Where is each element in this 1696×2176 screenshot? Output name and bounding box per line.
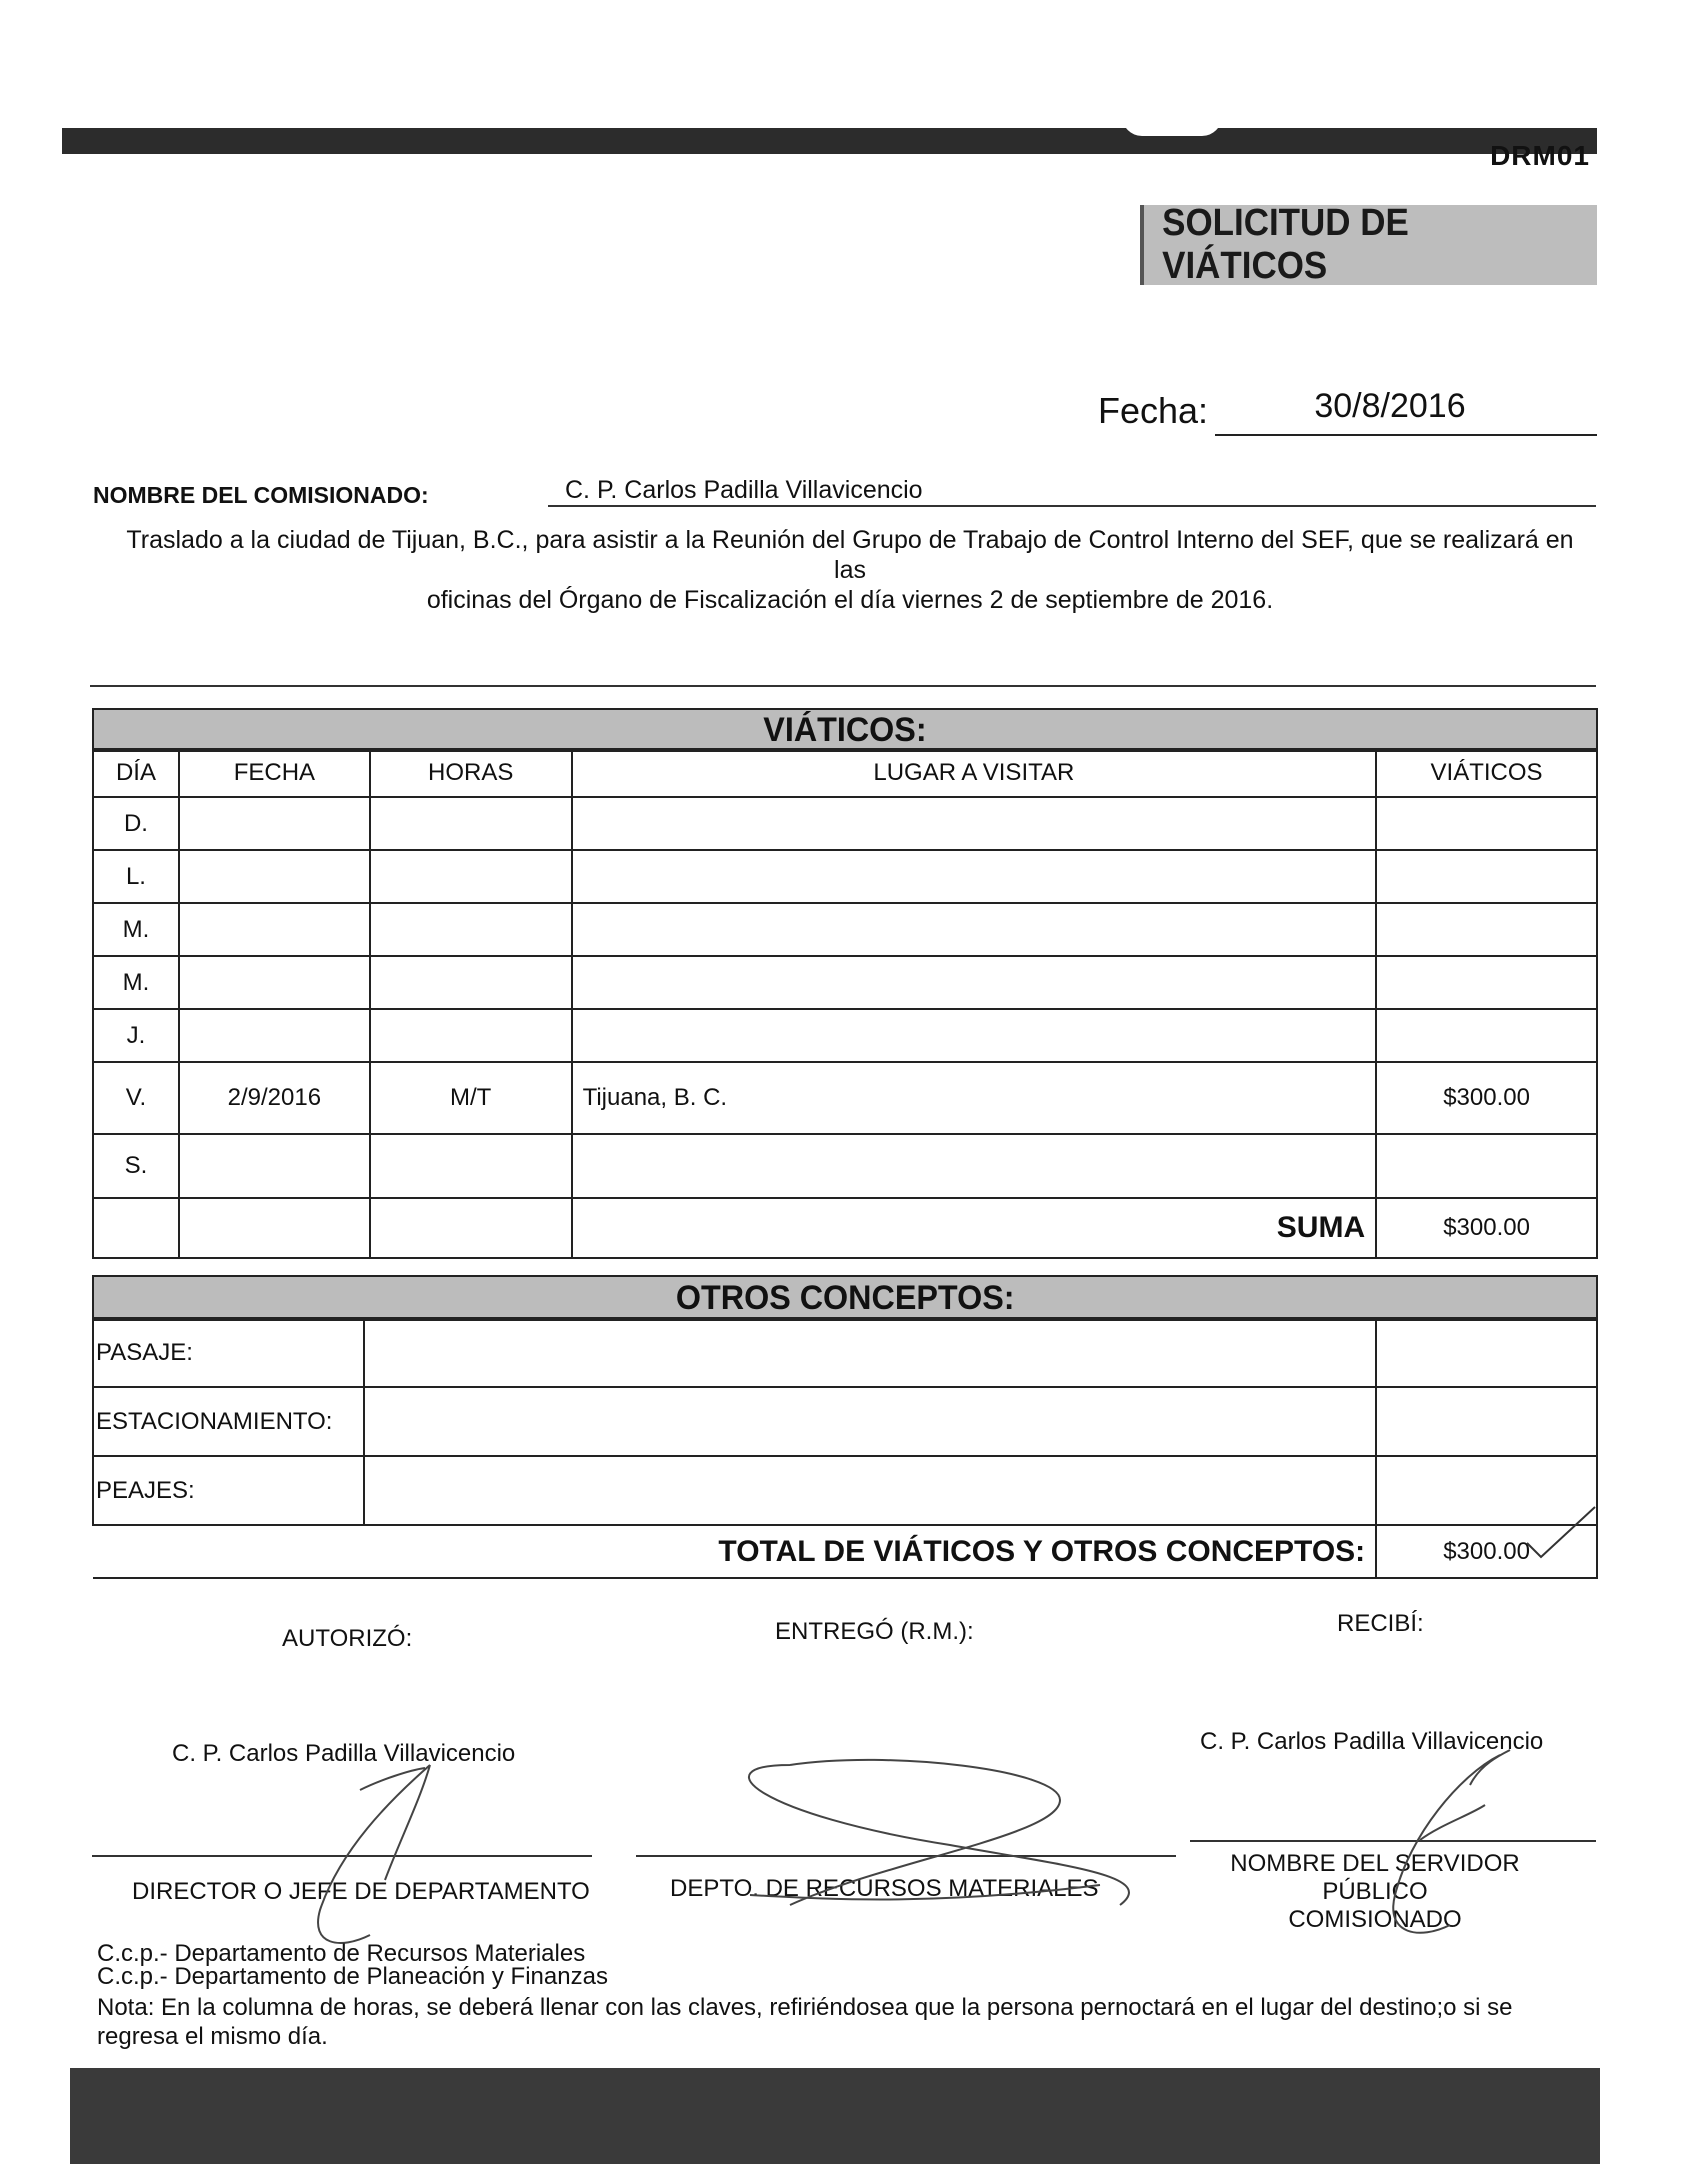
- recibi-name: C. P. Carlos Padilla Villavicencio: [1200, 1728, 1544, 1755]
- row-fecha: 2/9/2016: [179, 1062, 370, 1134]
- otros-row-detail: [364, 1387, 1376, 1456]
- viaticos-section-bar: [92, 708, 1598, 752]
- fecha-line: [1215, 434, 1597, 436]
- recibi-role-line-1: NOMBRE DEL SERVIDOR PÚBLICO: [1230, 1850, 1520, 1905]
- suma-label: SUMA: [572, 1198, 1377, 1258]
- otros-table: [92, 1317, 1598, 1579]
- row-lugar: Tijuana, B. C.: [572, 1062, 1377, 1134]
- row-lugar: [572, 1134, 1377, 1198]
- header-dia: DÍA: [93, 749, 179, 797]
- otros-row-label: PEAJES:: [93, 1456, 364, 1525]
- form-code: DRM01: [1490, 140, 1590, 171]
- fecha-value: 30/8/2016: [1314, 387, 1466, 425]
- otros-row-detail: [364, 1318, 1376, 1387]
- row-viaticos: [1376, 797, 1597, 850]
- signature-scribble-autorizo: [300, 1760, 500, 1960]
- row-dia: S.: [93, 1134, 179, 1198]
- row-dia: M.: [93, 956, 179, 1009]
- table-row: [93, 1062, 1597, 1134]
- total-row: [93, 1525, 1597, 1578]
- row-fecha: [179, 850, 370, 903]
- row-horas: M/T: [370, 1062, 572, 1134]
- row-horas: [370, 1134, 572, 1198]
- header-lugar: LUGAR A VISITAR: [572, 749, 1377, 797]
- row-horas: [370, 850, 572, 903]
- signature-scribble-entrego: [640, 1755, 1180, 1930]
- row-horas: [370, 797, 572, 850]
- viaticos-table: [92, 748, 1598, 1259]
- entrego-label: ENTREGÓ (R.M.):: [775, 1618, 974, 1645]
- bottom-bar: [70, 2068, 1600, 2164]
- row-viaticos: [1376, 956, 1597, 1009]
- description: [110, 525, 1590, 615]
- row-dia: D.: [93, 797, 179, 850]
- ccp-line-1: C.c.p.- Departamento de Recursos Materiales: [97, 1940, 586, 1967]
- nombre-label: NOMBRE DEL COMISIONADO:: [93, 482, 429, 508]
- signature-scribble-recibi: [1350, 1745, 1540, 1945]
- suma-row: [93, 1198, 1597, 1258]
- row-dia: M.: [93, 903, 179, 956]
- table-row: [93, 1009, 1597, 1062]
- table-row: [93, 1387, 1597, 1456]
- fecha-label: Fecha:: [1098, 390, 1209, 431]
- row-dia: J.: [93, 1009, 179, 1062]
- total-value: $300.00: [1376, 1525, 1597, 1578]
- row-lugar: [572, 797, 1377, 850]
- row-fecha: [179, 797, 370, 850]
- row-dia: L.: [93, 850, 179, 903]
- table-row: [93, 850, 1597, 903]
- table-row: [93, 797, 1597, 850]
- row-horas: [370, 903, 572, 956]
- separator-rule: [90, 685, 1596, 687]
- description-line-1: Traslado a la ciudad de Tijuan, B.C., para asistir a la Reunión del Grupo de Trabajo de Control Interno del SEF, que se realizará en las: [126, 526, 1574, 584]
- row-fecha: [179, 956, 370, 1009]
- otros-section-title: OTROS CONCEPTOS:: [675, 1278, 1015, 1317]
- recibi-label: RECIBÍ:: [1337, 1610, 1424, 1637]
- table-row: [93, 1318, 1597, 1387]
- row-viaticos: [1376, 903, 1597, 956]
- table-row: [93, 956, 1597, 1009]
- autorizo-label: AUTORIZÓ:: [282, 1625, 413, 1652]
- viaticos-header-row: [93, 749, 1597, 797]
- otros-row-amount: [1376, 1387, 1597, 1456]
- row-horas: [370, 956, 572, 1009]
- suma-value: $300.00: [1376, 1198, 1597, 1258]
- table-row: [93, 1134, 1597, 1198]
- row-lugar: [572, 956, 1377, 1009]
- row-viaticos: $300.00: [1376, 1062, 1597, 1134]
- header-fecha: FECHA: [179, 749, 370, 797]
- row-lugar: [572, 903, 1377, 956]
- otros-row-label: PASAJE:: [93, 1318, 364, 1387]
- otros-row-label: ESTACIONAMIENTO:: [93, 1387, 364, 1456]
- row-fecha: [179, 903, 370, 956]
- header-viaticos: VIÁTICOS: [1376, 749, 1597, 797]
- checkmark-icon: [1525, 1505, 1605, 1565]
- row-fecha: [179, 1009, 370, 1062]
- nombre-value: C. P. Carlos Padilla Villavicencio: [565, 476, 923, 504]
- table-row: [93, 1456, 1597, 1525]
- form-title-box: [1140, 202, 1597, 287]
- header-horas: HORAS: [370, 749, 572, 797]
- row-lugar: [572, 850, 1377, 903]
- autorizo-role: DIRECTOR O JEFE DE DEPARTAMENTO: [132, 1878, 590, 1905]
- ccp-line-2: C.c.p.- Departamento de Planeación y Finanzas: [97, 1963, 608, 1990]
- otros-row-detail: [364, 1456, 1376, 1525]
- autorizo-name: C. P. Carlos Padilla Villavicencio: [172, 1740, 516, 1767]
- nota: Nota: En la columna de horas, se deberá llenar con las claves, refiriéndosea que la persona pernoctará en el lugar del destino;o si se regresa el mismo día.: [97, 1994, 1513, 2050]
- row-fecha: [179, 1134, 370, 1198]
- row-viaticos: [1376, 1134, 1597, 1198]
- row-horas: [370, 1009, 572, 1062]
- otros-row-amount: [1376, 1318, 1597, 1387]
- row-lugar: [572, 1009, 1377, 1062]
- row-viaticos: [1376, 850, 1597, 903]
- form-title: SOLICITUD DE VIÁTICOS: [1162, 202, 1409, 287]
- otros-section-bar: [92, 1275, 1598, 1321]
- row-viaticos: [1376, 1009, 1597, 1062]
- row-dia: V.: [93, 1062, 179, 1134]
- description-line-2: oficinas del Órgano de Fiscalización el día viernes 2 de septiembre de 2016.: [426, 586, 1274, 614]
- total-label: TOTAL DE VIÁTICOS Y OTROS CONCEPTOS:: [93, 1525, 1376, 1578]
- nombre-line: [548, 505, 1596, 507]
- top-bar: [62, 128, 1597, 154]
- entrego-role: DEPTO. DE RECURSOS MATERIALES: [670, 1875, 1099, 1902]
- viaticos-section-title: VIÁTICOS:: [763, 710, 927, 749]
- recibi-role-line-2: COMISIONADO: [1288, 1906, 1462, 1933]
- table-row: [93, 903, 1597, 956]
